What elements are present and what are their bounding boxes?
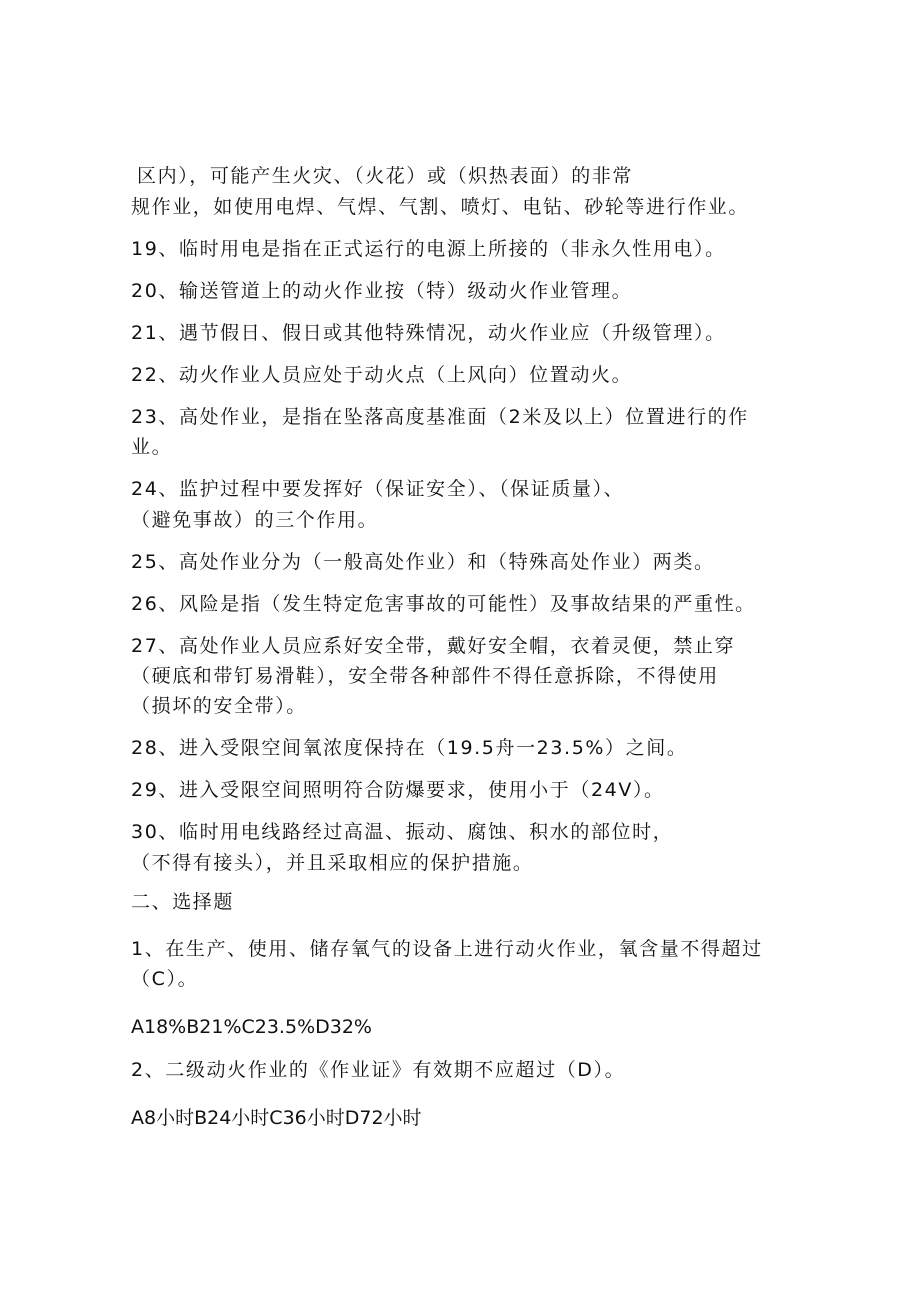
question-2-options: A8小时B24小时C36小时D72小时 bbox=[131, 1107, 422, 1129]
item-27-cont-2: （损坏的安全带）。 bbox=[131, 695, 307, 717]
item-28: 28、进入受限空间氧浓度保持在（19.5舟一23.5%）之间。 bbox=[131, 737, 688, 759]
item-25: 25、高处作业分为（一般高处作业）和（特殊高处作业）两类。 bbox=[131, 551, 715, 573]
item-19: 19、临时用电是指在正式运行的电源上所接的（非永久性用电）。 bbox=[131, 238, 726, 260]
item-30: 30、临时用电线路经过高温、振动、腐蚀、积水的部位时， bbox=[131, 821, 674, 843]
item-23: 23、高处作业，是指在坠落高度基准面（2米及以上）位置进行的作 bbox=[131, 406, 749, 428]
question-2: 2、二级动火作业的《作业证》有效期不应超过（D）。 bbox=[131, 1059, 626, 1081]
item-24-cont: （避免事故）的三个作用。 bbox=[131, 509, 379, 531]
text-line-1: 区内），可能产生火灾、（火花）或（炽热表面）的非常 bbox=[137, 165, 634, 187]
item-22: 22、动火作业人员应处于动火点（上风向）位置动火。 bbox=[131, 364, 633, 386]
item-20: 20、输送管道上的动火作业按（特）级动火作业管理。 bbox=[131, 280, 633, 302]
item-21: 21、遇节假日、假日或其他特殊情况，动火作业应（升级管理）。 bbox=[131, 322, 726, 344]
item-23-cont: 业。 bbox=[131, 436, 173, 458]
question-1-options: A18%B21%C23.5%D32% bbox=[131, 1016, 372, 1038]
question-1: 1、在生产、使用、储存氧气的设备上进行动火作业，氧含量不得超过 bbox=[131, 938, 763, 960]
item-27-cont-1: （硬底和带钉易滑鞋），安全带各种部件不得任意拆除，不得使用 bbox=[131, 665, 719, 687]
item-30-cont: （不得有接头），并且采取相应的保护措施。 bbox=[131, 852, 534, 874]
item-29: 29、进入受限空间照明符合防爆要求，使用小于（24V）。 bbox=[131, 779, 665, 801]
item-24: 24、监护过程中要发挥好（保证安全）、（保证质量）、 bbox=[131, 478, 625, 500]
question-1-cont: （C）。 bbox=[131, 968, 199, 990]
item-27: 27、高处作业人员应系好安全带，戴好安全帽，衣着灵便，禁止穿 bbox=[131, 635, 736, 657]
item-26: 26、风险是指（发生特定危害事故的可能性）及事故结果的严重性。 bbox=[131, 593, 756, 615]
section-heading-choice: 二、选择题 bbox=[131, 891, 235, 913]
text-line-2: 规作业，如使用电焊、气焊、气割、喷灯、电钻、砂轮等进行作业。 bbox=[131, 196, 750, 218]
